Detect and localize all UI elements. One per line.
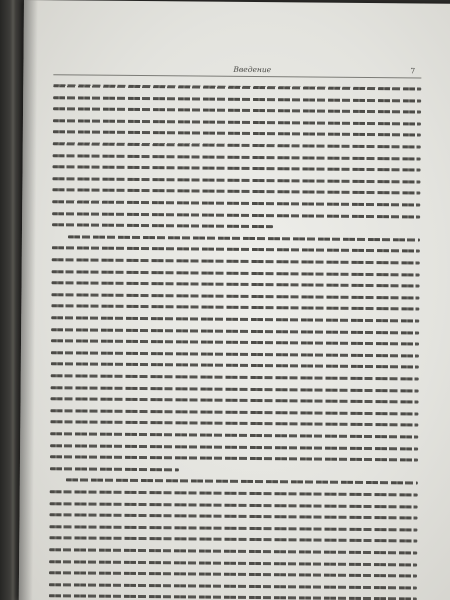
text-line [68,235,420,241]
text-line [52,188,420,194]
text-line [49,548,417,554]
text-line [50,490,418,496]
text-line [53,84,421,90]
text-line [53,142,421,148]
text-line [51,374,419,380]
text-line [49,571,417,577]
text-line [51,316,419,322]
text-line [66,478,418,484]
text-line [50,455,418,461]
text-line [52,258,420,264]
text-line [53,119,421,125]
text-line [49,583,417,589]
text-line [52,270,420,276]
text-line [50,467,179,471]
text-line [52,223,273,228]
text-line [52,177,420,183]
text-line [50,432,418,438]
text-line [49,594,417,600]
text-line [52,281,420,287]
book-page [19,0,450,600]
text-line [53,107,421,113]
text-line [50,409,418,415]
text-line [51,362,419,368]
body-text [19,0,450,600]
text-line [51,351,419,357]
text-line [51,397,419,403]
text-line [49,513,417,519]
text-line [50,444,418,450]
page-number: 7 [410,66,416,76]
text-line [53,154,421,160]
text-line [51,339,419,345]
text-line [52,212,420,218]
text-line [51,386,419,392]
text-line [50,420,418,426]
text-line [49,536,417,542]
running-head: Введение [233,64,272,75]
text-line [53,96,421,102]
text-line [49,525,417,531]
text-line [53,165,421,171]
text-line [53,130,421,136]
text-line [49,560,417,566]
text-line [51,304,419,310]
text-line [52,246,420,252]
text-line [52,200,420,206]
text-line [51,293,419,299]
text-line [50,502,418,508]
text-line [51,328,419,334]
